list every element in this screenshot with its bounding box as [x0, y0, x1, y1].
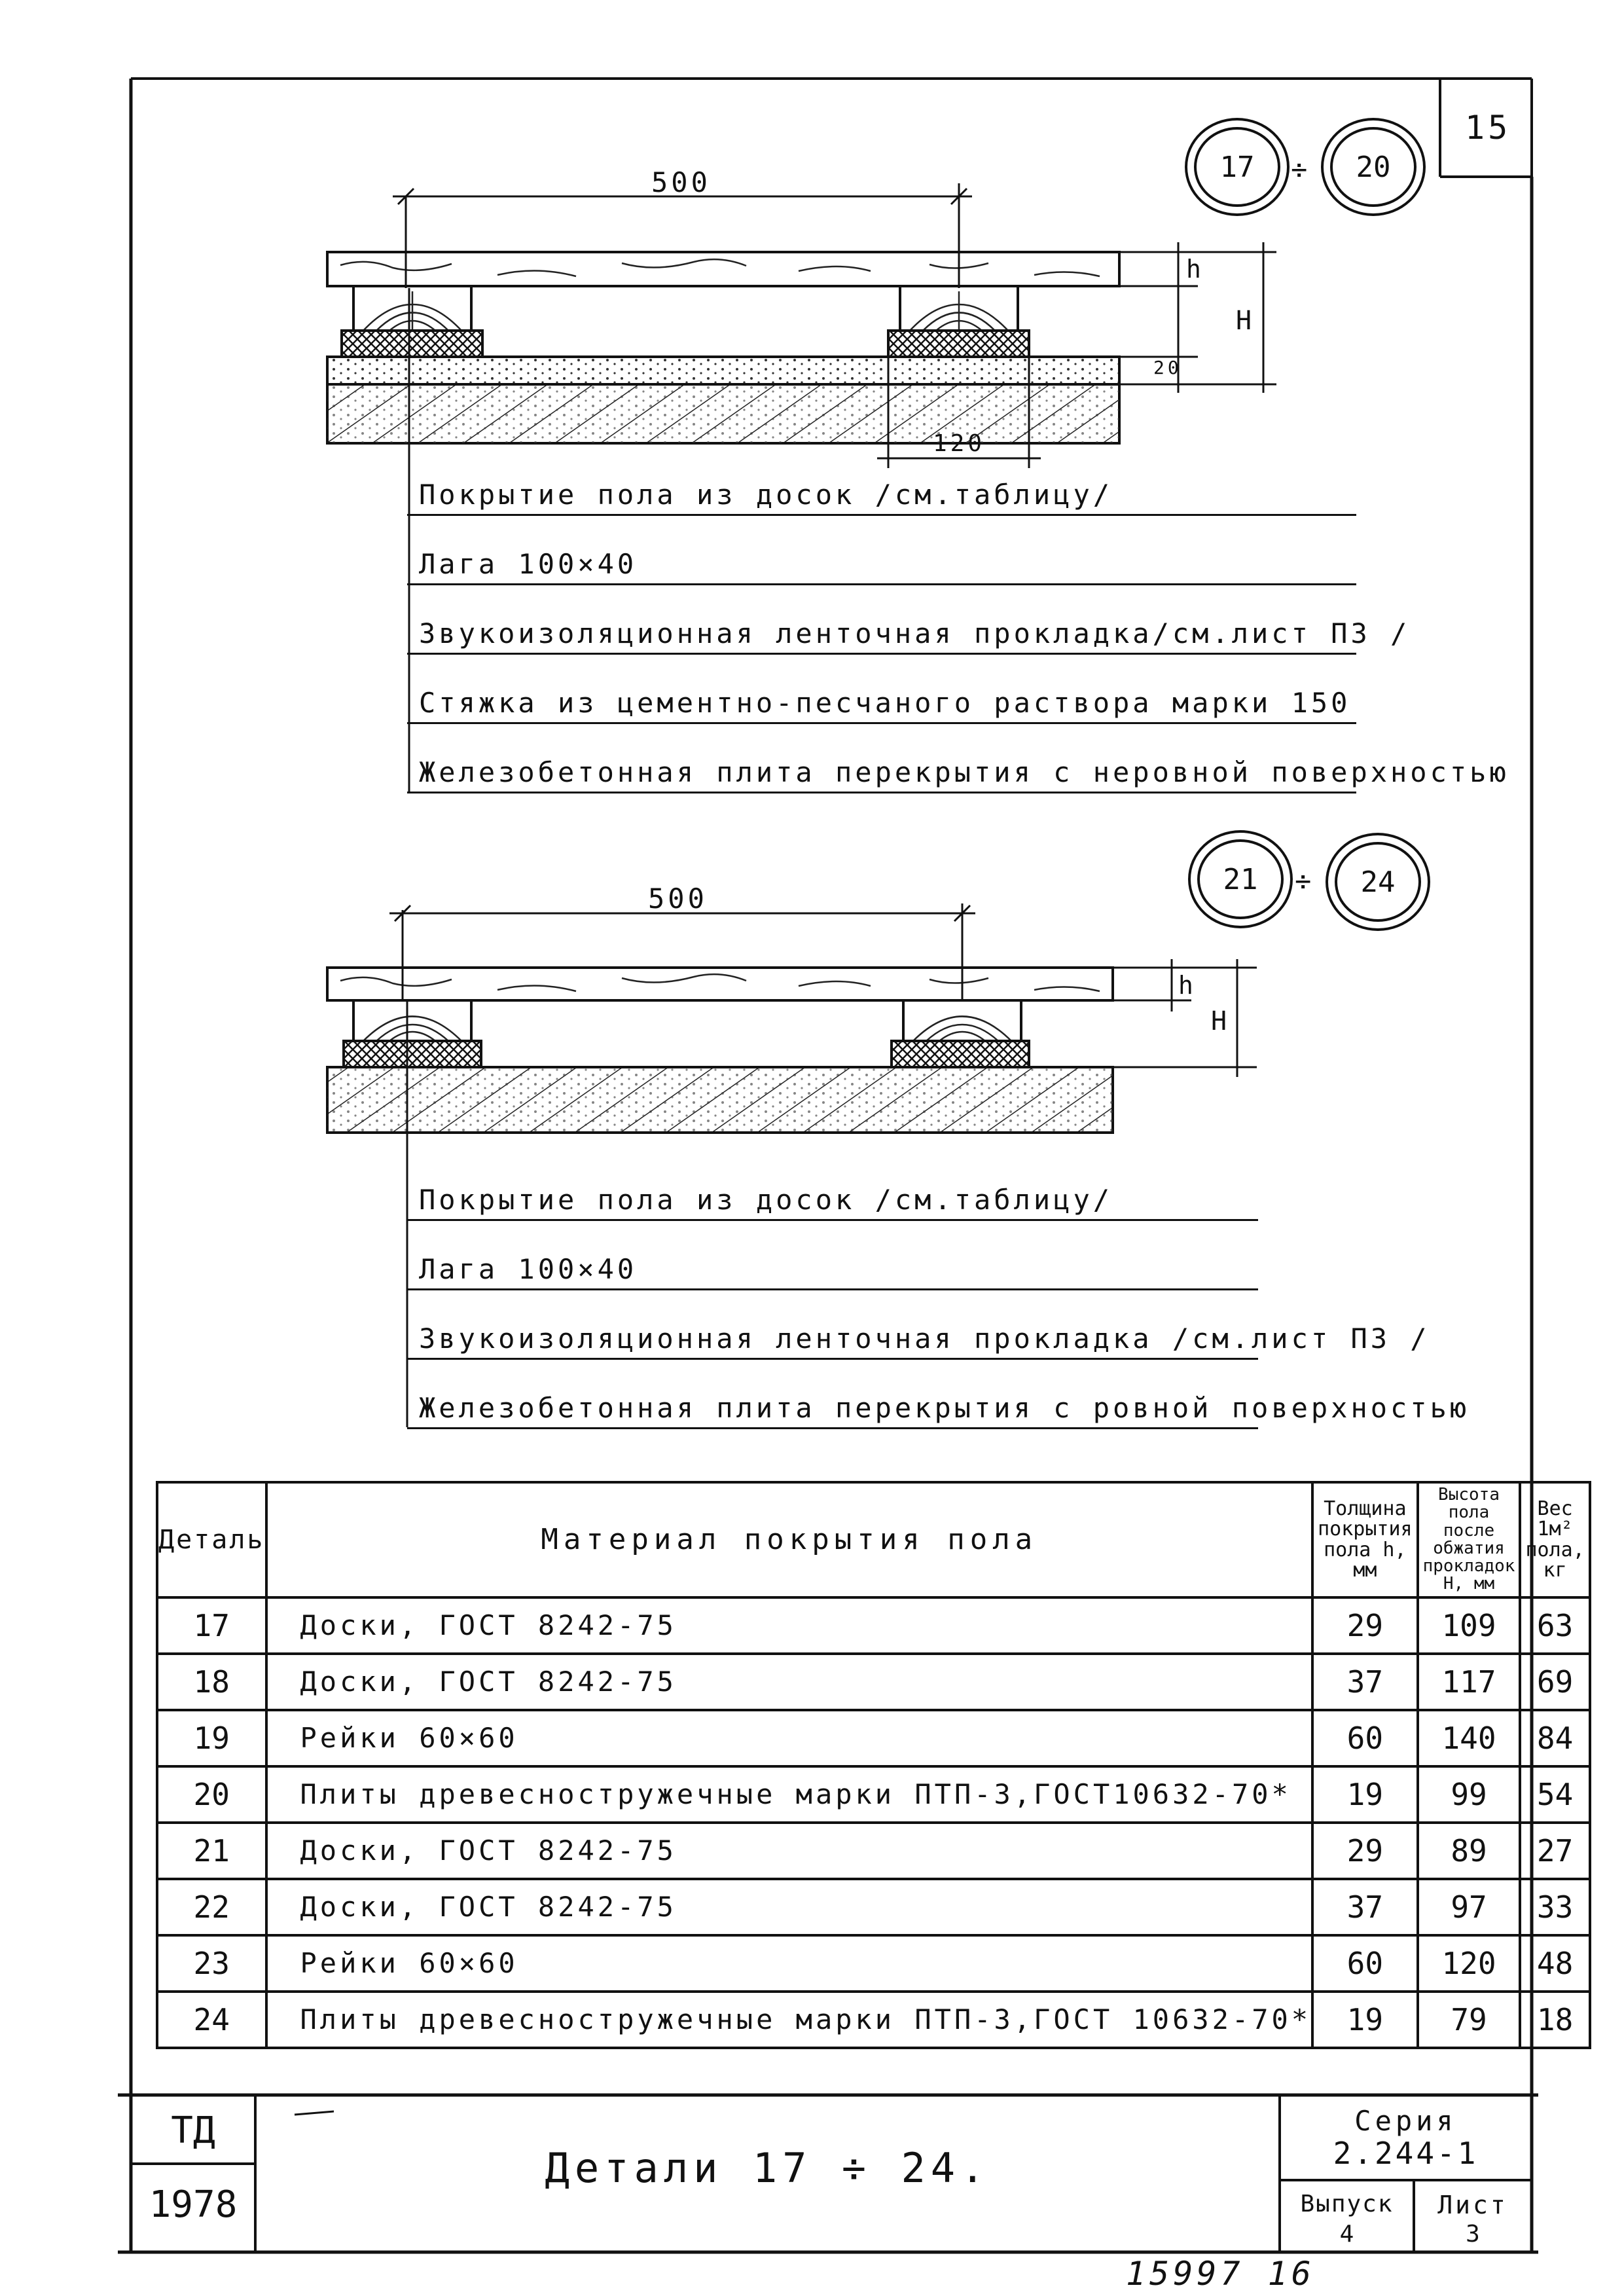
header-height: Высота пола после обжатия прокладок Н, мм [1418, 1482, 1521, 1597]
header-detail: Деталь [157, 1482, 266, 1597]
cell-detail: 23 [157, 1935, 266, 1992]
detail-circle-17-label: 17 [1219, 150, 1255, 184]
cell-height: 79 [1418, 1992, 1521, 2048]
cell-weight: 54 [1520, 1766, 1589, 1823]
dim-span-500-2: 500 [648, 883, 708, 915]
g1-layer-label-4: Стяжка из цементно-песчаного раствора марки 150 [419, 687, 1351, 719]
cell-weight: 27 [1520, 1823, 1589, 1879]
archive-stamp: 15997 16 [1126, 2255, 1315, 2293]
year: 1978 [149, 2183, 238, 2226]
header-thickness: Толщина покрытия пола h, мм [1312, 1482, 1417, 1597]
cell-detail: 18 [157, 1654, 266, 1710]
series-value: 2.244-1 [1333, 2136, 1479, 2171]
cell-thickness: 19 [1312, 1992, 1417, 2048]
cell-thickness: 29 [1312, 1597, 1417, 1654]
dim-h-label: h [1186, 255, 1204, 283]
cell-thickness: 37 [1312, 1654, 1417, 1710]
cell-weight: 33 [1520, 1879, 1589, 1935]
detail-circle-21-label: 21 [1223, 862, 1258, 896]
sheet-value: 3 [1466, 2221, 1480, 2248]
dim-H-label-2: H [1211, 1006, 1231, 1036]
cell-thickness: 60 [1312, 1935, 1417, 1992]
header-weight: Вес 1м² пола, кг [1520, 1482, 1589, 1597]
g1-layer-label-1: Покрытие пола из досок /см.таблицу/ [419, 479, 1113, 511]
cell-thickness: 29 [1312, 1823, 1417, 1879]
sheet-number: 15 [1465, 109, 1511, 147]
cell-height: 89 [1418, 1823, 1521, 1879]
detail-circle-24-label: 24 [1360, 865, 1396, 899]
cell-weight: 48 [1520, 1935, 1589, 1992]
detail-circle-20-label: 20 [1356, 150, 1391, 184]
g2-layer-label-3: Звукоизоляционная ленточная прокладка /см.лист ПЗ / [419, 1322, 1430, 1355]
cell-detail: 19 [157, 1710, 266, 1766]
g1-layer-label-2: Лага 100×40 [419, 548, 638, 580]
dim-h-label-2: h [1178, 971, 1197, 1000]
sheet-title: Детали 17 ÷ 24. [545, 2144, 990, 2192]
cell-weight: 18 [1520, 1992, 1589, 2048]
range-separator-2: ÷ [1295, 865, 1315, 897]
cell-height: 120 [1418, 1935, 1521, 1992]
dim-width-120: 120 [933, 430, 986, 457]
cell-weight: 84 [1520, 1710, 1589, 1766]
cell-material: Плиты древесностружечные марки ПТП-3,ГОСТ10632-70* [266, 1766, 1313, 1823]
g1-layer-label-3: Звукоизоляционная ленточная прокладка/см.лист ПЗ / [419, 617, 1411, 649]
cell-material: Плиты древесностружечные марки ПТП-3,ГОСТ 10632-70* [266, 1992, 1313, 2048]
cell-height: 99 [1418, 1766, 1521, 1823]
series-label: Серия [1354, 2105, 1457, 2137]
g2-layer-label-2: Лага 100×40 [419, 1253, 638, 1285]
cell-material: Рейки 60×60 [266, 1935, 1313, 1992]
cell-material: Доски, ГОСТ 8242-75 [266, 1823, 1313, 1879]
cell-material: Доски, ГОСТ 8242-75 [266, 1654, 1313, 1710]
g2-layer-label-1: Покрытие пола из досок /см.таблицу/ [419, 1184, 1113, 1216]
cell-material: Доски, ГОСТ 8242-75 [266, 1597, 1313, 1654]
dim-screed-label: 20 [1153, 357, 1182, 378]
cell-height: 97 [1418, 1879, 1521, 1935]
org-code: ТД [171, 2109, 215, 2152]
cell-detail: 20 [157, 1766, 266, 1823]
cell-weight: 63 [1520, 1597, 1589, 1654]
cell-thickness: 60 [1312, 1710, 1417, 1766]
sheet-label: Лист [1437, 2191, 1508, 2219]
cell-detail: 22 [157, 1879, 266, 1935]
cell-detail: 17 [157, 1597, 266, 1654]
issue-value: 4 [1339, 2221, 1354, 2248]
g2-layer-label-4: Железобетонная плита перекрытия с ровной поверхностью [419, 1392, 1470, 1424]
cell-weight: 69 [1520, 1654, 1589, 1710]
issue-label: Выпуск [1300, 2191, 1394, 2217]
cell-material: Рейки 60×60 [266, 1710, 1313, 1766]
g1-layer-label-5: Железобетонная плита перекрытия с неровной поверхностью [419, 756, 1509, 788]
cell-detail: 21 [157, 1823, 266, 1879]
dim-H-label: H [1236, 306, 1255, 336]
cell-thickness: 19 [1312, 1766, 1417, 1823]
range-separator-1: ÷ [1291, 153, 1311, 185]
cell-height: 109 [1418, 1597, 1521, 1654]
cell-height: 140 [1418, 1710, 1521, 1766]
cell-detail: 24 [157, 1992, 266, 2048]
dim-span-500: 500 [651, 166, 711, 198]
cell-material: Доски, ГОСТ 8242-75 [266, 1879, 1313, 1935]
cell-height: 117 [1418, 1654, 1521, 1710]
cell-thickness: 37 [1312, 1879, 1417, 1935]
header-material: Материал покрытия пола [266, 1482, 1313, 1597]
